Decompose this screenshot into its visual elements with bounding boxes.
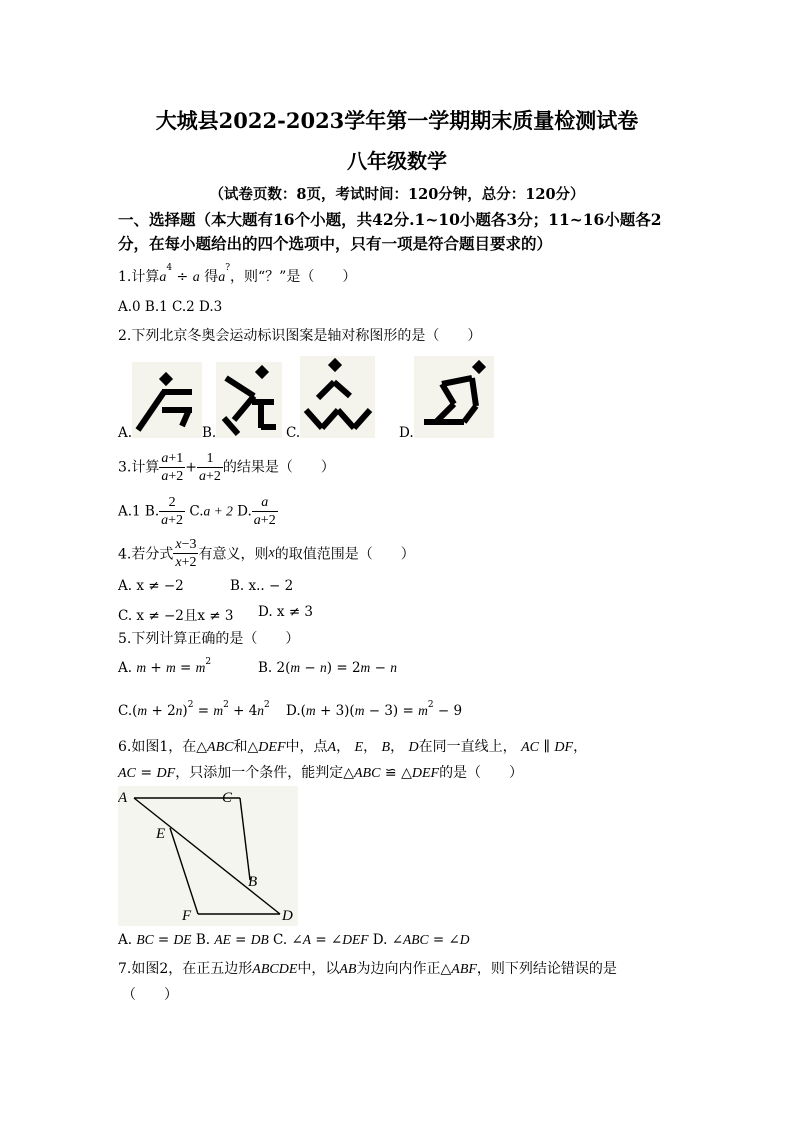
- exam-title: 大城县2022-2023学年第一学期期末质量检测试卷: [155, 108, 639, 133]
- figure-1-parallelogram-diagram: [118, 786, 298, 926]
- question-6-stem-line2: AC = DF，只添加一个条件，能判定△ABC ≌ △DEF的是（ ）: [118, 765, 524, 781]
- question-3-stem: 3.计算 $\frac{a+1}{a+2}$ + $\frac{1}{a+2}$ 的结果是（ ）: [118, 451, 335, 484]
- question-4-stem: 4.若分式 $\frac{x-3}{x+2}$ 有意义，则x的取值范围是（ ）: [118, 537, 415, 570]
- option-d-label: D.: [399, 425, 414, 441]
- question-5-option-b: B. 2(m − n) = 2m − n: [258, 660, 397, 676]
- question-4-option-c: C. x ≠ −2且x ≠ 3: [118, 608, 234, 624]
- option-b-skater-icon: [216, 362, 282, 438]
- exam-info: （试卷页数：8页，考试时间：120分钟，总分：120分）: [209, 186, 585, 203]
- question-5-option-d: $D.(m + 3)(m - 3) = m^2 - 9$: [286, 700, 463, 719]
- section-heading-line2: 分，在每小题给出的四个选项中，只有一项是符合题目要求的）: [118, 234, 553, 253]
- section-heading-line1: 一、选择题（本大题有16个小题，共42分.1~10小题各3分；11~16小题各2: [118, 210, 662, 229]
- question-4-option-a: A. x ≠ −2: [118, 578, 184, 594]
- question-4-option-b: B. x.. − 2: [230, 578, 294, 594]
- question-7-stem-line2: （ ）: [122, 987, 178, 1003]
- option-d-skier-icon: [414, 356, 494, 438]
- question-1-stem: 1.计算$a^4 \div a$ 得a?，则“？”是（ ）: [118, 263, 357, 285]
- question-6-options: A. BC = DE B. AE = DB C. ∠A = ∠DEF D. ∠ABC = ∠D: [118, 932, 470, 948]
- option-a-label: A.: [118, 425, 133, 441]
- option-c-figure-icon: [300, 356, 375, 438]
- question-3-options: A.1 B. $\frac{2}{a+2}$ C.a + 2 D. $\frac{a}{a+2}$: [118, 495, 276, 528]
- option-b-label: B.: [202, 425, 217, 441]
- question-7-stem-line1: 7.如图2，在正五边形ABCDE中，以AB为边向内作正△ABF，则下列结论错误的是: [118, 961, 617, 977]
- question-1-options: A.0 B.1 C.2 D.3: [118, 299, 223, 315]
- label-point-d: D: [282, 908, 293, 924]
- label-point-b: B: [248, 874, 258, 890]
- question-5-option-a: A. $m + m = m^2$: [118, 657, 212, 676]
- question-5-option-c: $C.(m + 2n)^2 = m^2 + 4n^2$: [118, 700, 270, 719]
- option-c-label: C.: [286, 425, 301, 441]
- label-point-a: A: [118, 790, 128, 806]
- option-a-skier-icon: [132, 362, 202, 438]
- label-point-f: F: [182, 908, 192, 924]
- question-2-stem: 2.下列北京冬奥会运动标识图案是轴对称图形的是（ ）: [118, 328, 482, 344]
- question-5-stem: 5.下列计算正确的是（ ）: [118, 631, 300, 647]
- label-point-e: E: [156, 826, 166, 842]
- subject-title: 八年级数学: [347, 149, 447, 173]
- question-6-stem-line1: 6.如图1，在△ABC和△DEF中，点A， E， B， D在同一直线上， AC ∥ DF，: [118, 739, 588, 755]
- question-4-option-d: D. x ≠ 3: [258, 604, 314, 620]
- label-point-c: C: [222, 790, 233, 806]
